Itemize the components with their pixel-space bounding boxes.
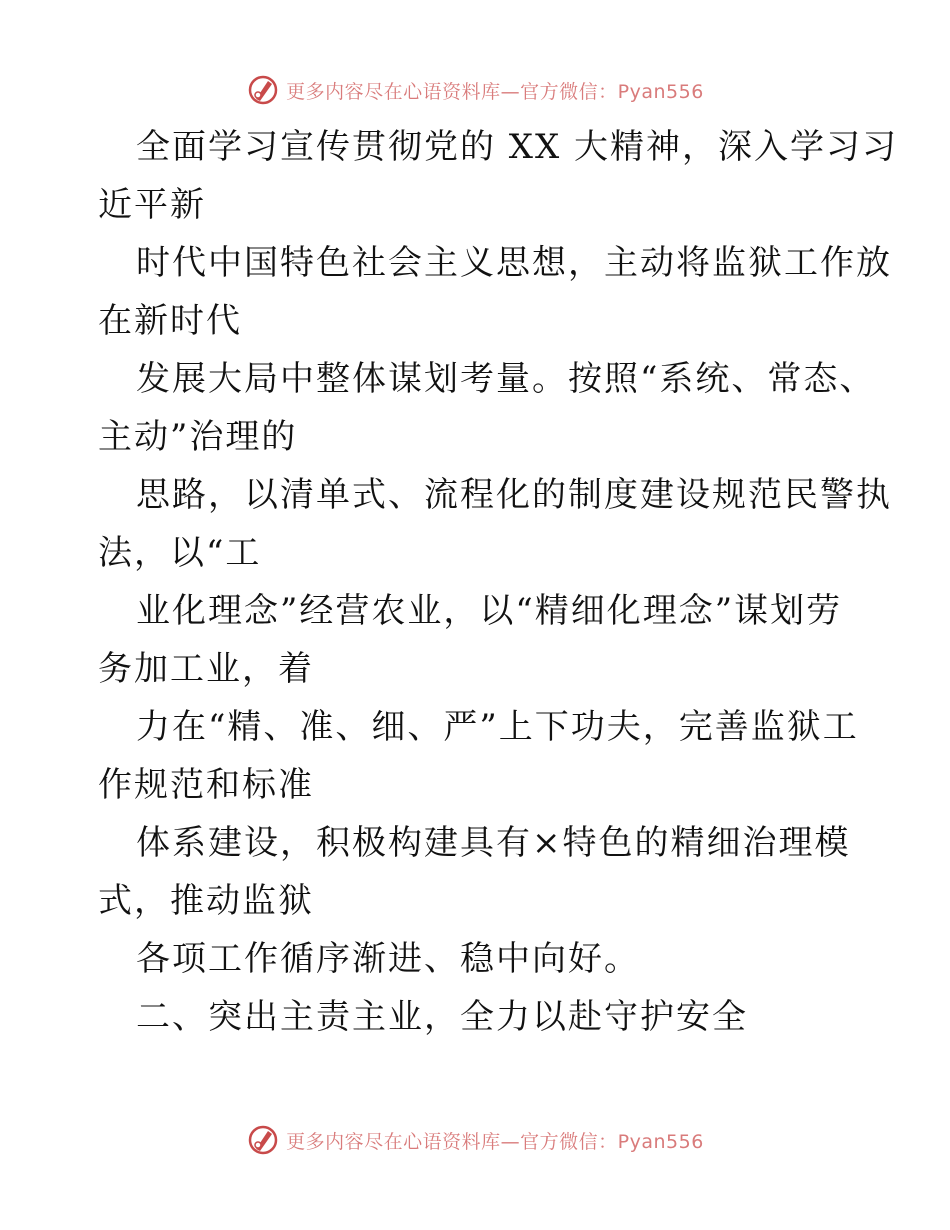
section-heading — [98, 988, 858, 1046]
text-line: 主动”治理的 — [98, 417, 298, 457]
paragraph — [98, 350, 876, 466]
paragraph — [98, 466, 892, 582]
text-line: 式，推动监狱 — [98, 881, 314, 921]
footer-watermark — [0, 1120, 950, 1160]
paragraph — [98, 930, 858, 988]
text-line: 思路，以清单式、流程化的制度建设规范民警执 — [136, 475, 892, 515]
text-line: 近平新 — [98, 185, 206, 225]
text-line: 法，以“工 — [98, 533, 262, 573]
document-body — [98, 118, 899, 1046]
watermark-text: 更多内容尽在心语资料库—官方微信：Pyan556 — [286, 1130, 704, 1153]
heading-line: 二、突出主责主业，全力以赴守护安全 — [136, 997, 748, 1037]
text-line: 务加工业，着 — [98, 649, 314, 689]
paragraph — [98, 118, 899, 234]
text-line: 力在“精、准、细、严”上下功夫，完善监狱工 — [136, 707, 859, 747]
paragraph — [98, 234, 892, 350]
header-watermark — [0, 70, 950, 110]
paragraph — [98, 814, 858, 930]
paragraph — [98, 582, 858, 698]
pen-logo-icon — [246, 73, 280, 107]
text-line: 全面学习宣传贯彻党的 XX 大精神，深入学习习 — [136, 127, 899, 167]
paragraph — [98, 698, 858, 814]
text-line: 发展大局中整体谋划考量。按照“系统、常态、 — [136, 359, 876, 399]
text-line: 各项工作循序渐进、稳中向好。 — [136, 939, 640, 979]
watermark-text: 更多内容尽在心语资料库—官方微信：Pyan556 — [286, 80, 704, 103]
text-line: 体系建设，积极构建具有×特色的精细治理模 — [136, 823, 851, 863]
text-line: 作规范和标准 — [98, 765, 314, 805]
text-line: 时代中国特色社会主义思想，主动将监狱工作放 — [136, 243, 892, 283]
text-line: 在新时代 — [98, 301, 242, 341]
text-line: 业化理念”经营农业，以“精细化理念”谋划劳 — [136, 591, 843, 631]
pen-logo-icon — [246, 1123, 280, 1157]
